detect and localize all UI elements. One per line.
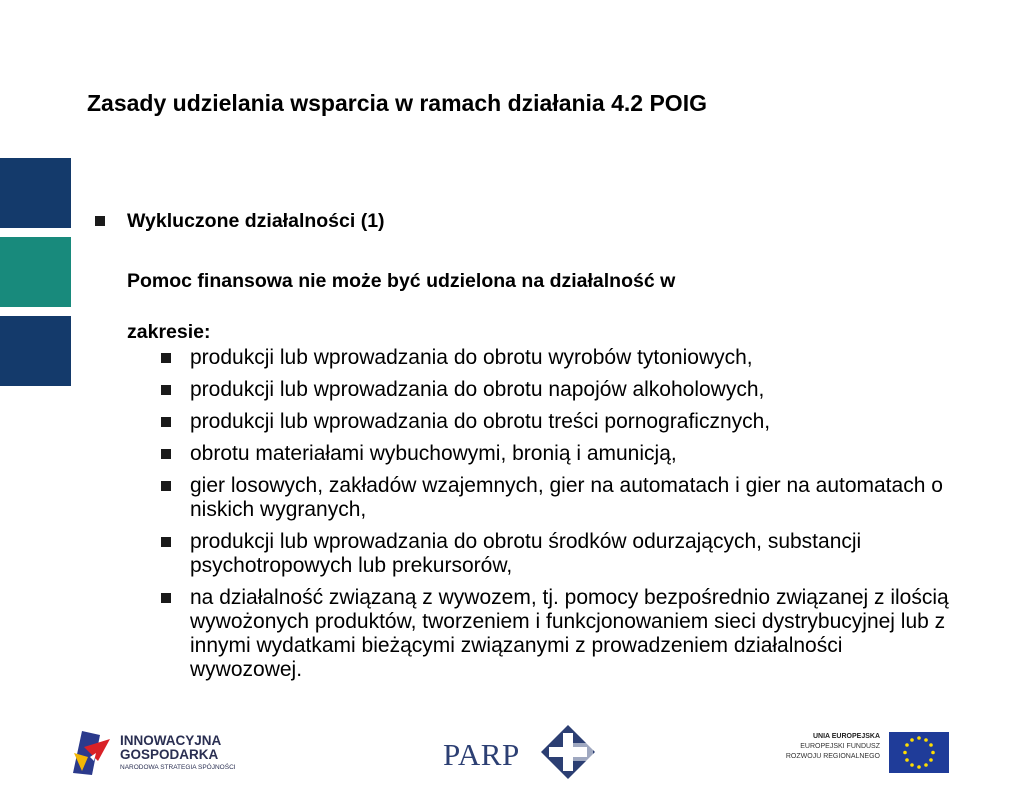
ig-tagline: NARODOWA STRATEGIA SPÓJNOŚCI (120, 764, 236, 771)
innowacyjna-gospodarka-logo (70, 727, 236, 782)
eu-flag-icon (889, 732, 949, 773)
intro-line-1: Pomoc finansowa nie może być udzielona na działalność w (127, 270, 676, 292)
list-item-text: produkcji lub wprowadzania do obrotu środków odurzających, substancji psychotropowych lub prekursorów, (190, 530, 862, 577)
list-item-text: na działalność związaną z wywozem, tj. pomocy bezpośrednio związanej z ilością wywożonych produktów, tworzeniem i funkcjonowaniem sieci dystrybucyjnej lub z innymi wydatkami bieżącymi związanymi z prowadzeniem działalności wywozowej. (190, 586, 949, 681)
square-bullet-icon (161, 593, 171, 603)
list-item (159, 442, 959, 466)
square-bullet-icon (161, 385, 171, 395)
decor-block-navy-bottom (0, 316, 71, 386)
list-item (159, 474, 959, 522)
ig-wordmark (120, 734, 221, 762)
list-item (159, 530, 959, 578)
ig-emblem-icon (70, 727, 116, 777)
ig-line-1: INNOWACYJNA (120, 733, 222, 748)
parp-emblem-icon (539, 723, 597, 781)
list-item (159, 586, 959, 682)
square-bullet-icon (161, 353, 171, 363)
list-item-text: produkcji lub wprowadzania do obrotu treści pornograficznych, (190, 410, 771, 433)
section-heading: Wykluczone działalności (1) (127, 210, 385, 232)
ue-line-1: UNIA EUROPEJSKA (812, 733, 880, 740)
decor-block-teal (0, 237, 71, 307)
list-item-text: obrotu materiałami wybuchowymi, bronią i amunicją, (190, 442, 677, 465)
list-item (159, 410, 959, 434)
square-bullet-icon (161, 417, 171, 427)
square-bullet-icon (95, 216, 105, 226)
list-item (159, 378, 959, 402)
intro-text (127, 256, 907, 358)
parp-wordmark: PARP (443, 737, 520, 772)
square-bullet-icon (161, 481, 171, 491)
excluded-activities-list (159, 346, 959, 690)
list-item (159, 346, 959, 370)
ig-line-2: GOSPODARKA (120, 747, 219, 762)
square-bullet-icon (161, 537, 171, 547)
ue-line-2: EUROPEJSKI FUNDUSZ (800, 743, 880, 750)
footer-logos (0, 715, 1024, 788)
slide-title: Zasady udzielania wsparcia w ramach działania 4.2 POIG (87, 90, 707, 116)
square-bullet-icon (161, 449, 171, 459)
eu-text (780, 732, 880, 762)
list-item-text: produkcji lub wprowadzania do obrotu napojów alkoholowych, (190, 378, 765, 401)
intro-line-2: zakresie: (127, 321, 211, 343)
list-item-text: gier losowych, zakładów wzajemnych, gier na automatach i gier na automatach o niskich wygranych, (190, 474, 943, 521)
list-item-text: produkcji lub wprowadzania do obrotu wyrobów tytoniowych, (190, 346, 753, 369)
ue-line-3: ROZWOJU REGIONALNEGO (785, 753, 880, 760)
decor-block-navy-top (0, 158, 71, 228)
